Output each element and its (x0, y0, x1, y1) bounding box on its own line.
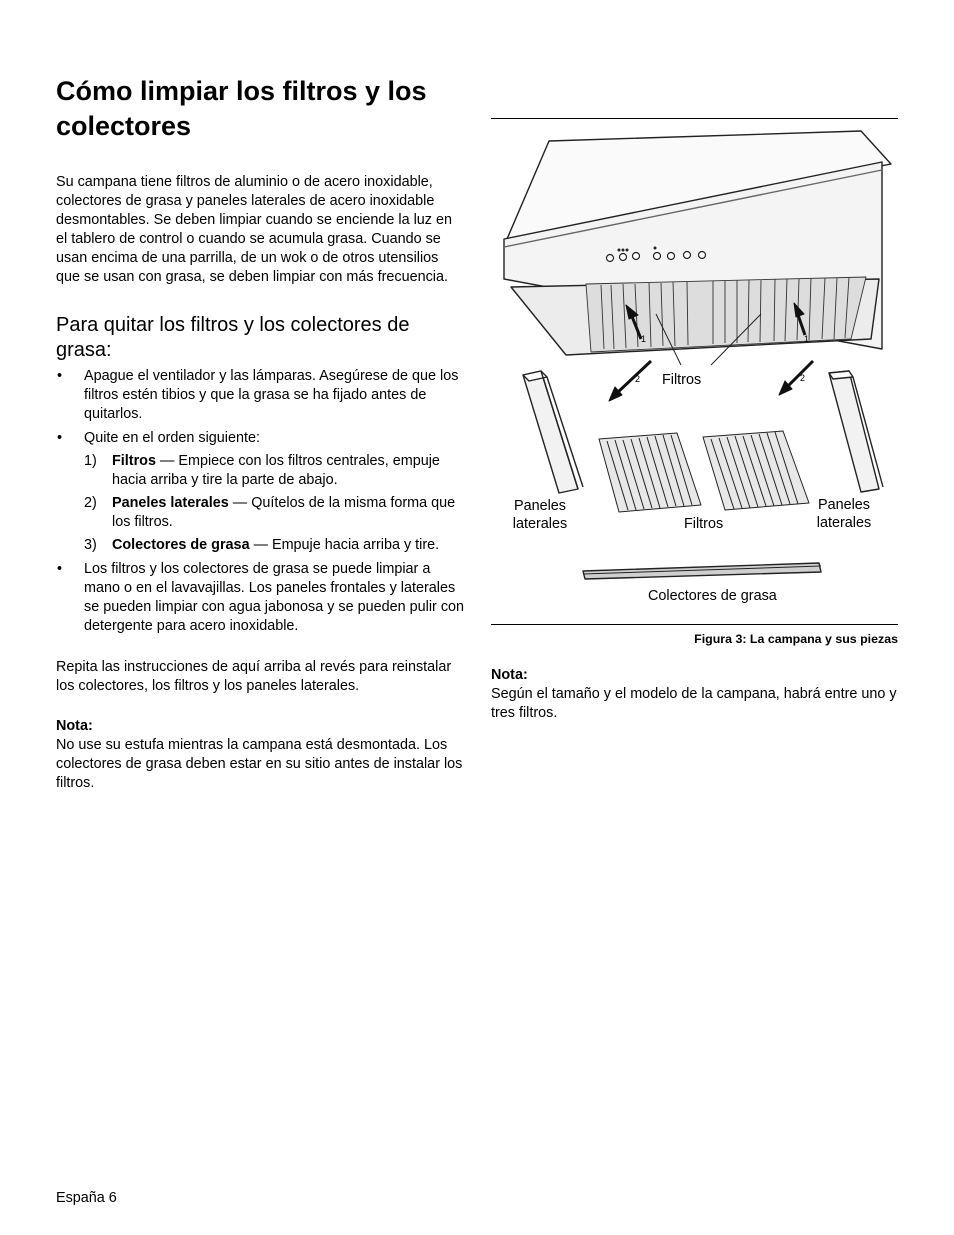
side-panel-left (523, 371, 583, 493)
step-number: 1) (84, 453, 97, 469)
page-footer: España 6 (56, 1190, 117, 1206)
label-grease-collectors: Colectores de grasa (648, 588, 777, 604)
bullet-item (56, 429, 466, 555)
section-subheading: Para quitar los filtros y los colectores de grasa: (56, 314, 410, 361)
figure-bottom-rule (491, 624, 898, 625)
bullet-text: Los filtros y los colectores de grasa se puede limpiar a mano o en el lavavajillas. Los paneles frontales y laterales se pueden limpiar con agua jabonosa y se pueden pulir con detergente para acero inoxidable. (84, 561, 465, 634)
hood-figure (491, 119, 898, 624)
step-text: — Empiece con los filtros centrales, empuje hacia arriba y tire la parte de abajo. (112, 453, 440, 488)
step-item (84, 452, 466, 490)
page-title: Cómo limpiar los filtros y los colectores (56, 76, 427, 141)
label-filters-top: Filtros (662, 372, 702, 388)
loose-filter-left (599, 433, 701, 512)
label-side-panels-right: Paneles laterales (816, 497, 872, 531)
step-number: 3) (84, 537, 97, 553)
side-panel-right (829, 371, 883, 492)
note-title-right: Nota: (491, 667, 528, 683)
steps-list (84, 452, 466, 555)
bullet-text: Quite en el orden siguiente: (84, 430, 261, 446)
label-step1-right: 1 (804, 334, 810, 344)
label-step2-right: 2 (800, 373, 806, 383)
loose-filter-right (703, 431, 809, 510)
step-item (84, 494, 466, 532)
label-side-panels-left: Paneles laterales (512, 498, 568, 532)
label-filters-bottom: Filtros (684, 516, 724, 532)
step-text: — Empuje hacia arriba y tire. (249, 537, 440, 553)
left-column (56, 74, 466, 793)
figure-caption: Figura 3: La campana y sus piezas (694, 632, 898, 646)
bullet-item (56, 367, 466, 424)
note-title: Nota: (56, 718, 93, 734)
intro-paragraph: Su campana tiene filtros de aluminio o de acero inoxidable, colectores de grasa y paneles laterales de acero inoxidable desmontables. Se deben limpiar cuando se enciende la luz en el tablero de control o cuando se acumula grasa. Cuando se usan encima de una parrilla, de un wok o de otros utensilios que se usan con grasa, se deben limpiar con más frecuencia. (56, 174, 453, 285)
grease-trough (583, 563, 821, 579)
label-step1-left: 1 (641, 334, 647, 344)
bullet-item (56, 560, 466, 636)
step-term: Colectores de grasa (112, 537, 250, 553)
reinstall-paragraph: Repita las instrucciones de aquí arriba al revés para reinstalar los colectores, los filtros y los paneles laterales. (56, 659, 452, 694)
step-term: Paneles laterales (112, 495, 229, 511)
bullet-text: Apague el ventilador y las lámparas. Asegúrese de que los filtros estén tibios y que la grasa se ha fijado antes de quitarlos. (84, 368, 459, 422)
note-body-right: Según el tamaño y el modelo de la campana, habrá entre uno y tres filtros. (491, 686, 897, 721)
right-column (491, 118, 898, 723)
step-text: — Quítelos de la misma forma que los filtros. (112, 495, 456, 530)
label-step2-left: 2 (635, 374, 641, 384)
note-body: No use su estufa mientras la campana está desmontada. Los colectores de grasa deben estar en su sitio antes de instalar los filtros. (56, 737, 463, 791)
step-number: 2) (84, 495, 97, 511)
step-item (84, 536, 466, 555)
step-term: Filtros (112, 453, 156, 469)
instructions-list (56, 367, 466, 636)
